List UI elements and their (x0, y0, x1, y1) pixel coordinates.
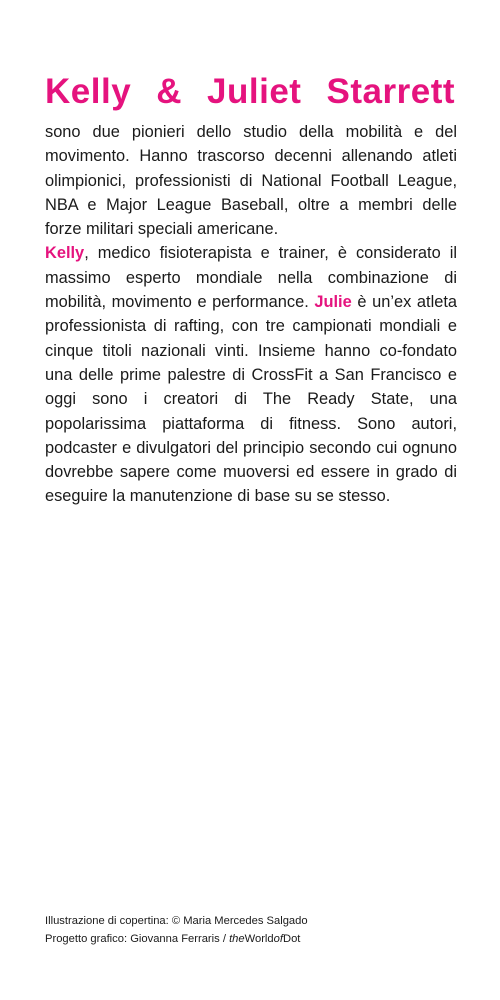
studio-name-of: of (273, 933, 283, 945)
graphic-design-credit (45, 930, 465, 948)
julie-name: Julie (314, 293, 352, 312)
bio-paragraph-details (45, 241, 457, 508)
kelly-name: Kelly (45, 244, 85, 263)
graphic-design-label: Progetto grafico: Giovanna Ferraris / (45, 933, 230, 945)
studio-name-world: World (244, 933, 274, 945)
kelly-description: , medico fisioterapista e trainer, è considerato il massimo esperto mondiale nella combinazione di mobilità, movimento e performance. (45, 244, 457, 312)
author-title: Kelly & Juliet Starrett (45, 72, 455, 111)
author-biography (45, 120, 457, 509)
studio-name-dot: Dot (282, 933, 301, 945)
studio-name-the: the (229, 933, 245, 945)
bio-paragraph-intro: sono due pionieri dello studio della mobilità e del movimento. Hanno trascorso decenni allenando atleti olimpionici, professionisti di National Football League, NBA e Major League Baseball, oltre a membri delle forze militari speciali americane. (45, 123, 457, 239)
cover-illustration-credit: Illustrazione di copertina: © Maria Mercedes Salgado (45, 915, 308, 927)
julie-description: è un’ex atleta professionista di rafting, con tre campionati mondiali e cinque titoli nazionali vinti. Insieme hanno co-fondato una delle prime palestre di CrossFit a San Francisco e oggi sono i creatori di The Ready State, una popolarissima piattaforma di fitness. Sono autori, podcaster e divulgatori del principio secondo cui ognuno dovrebbe sapere come muoversi ed essere in grado di eseguire la manutenzione di base su se stesso. (45, 293, 457, 506)
credits-block (45, 912, 465, 948)
